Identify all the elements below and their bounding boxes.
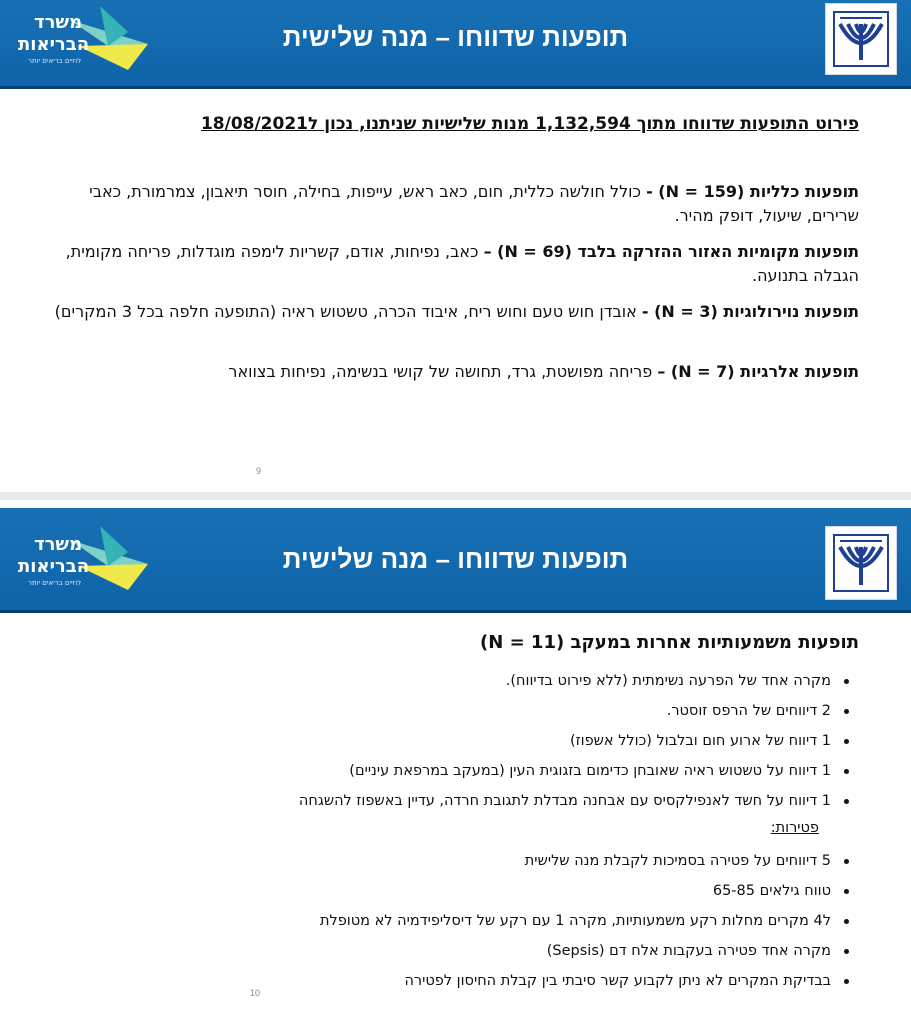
section-label: תופעות כלליות (N = 159) - [646, 182, 859, 201]
significant-effects-heading: תופעות משמעותיות אחרות במעקב (N = 11) [480, 632, 859, 653]
list-item [320, 876, 849, 906]
bullet-icon [844, 949, 849, 954]
deaths-list [320, 846, 849, 996]
page-number: 10 [250, 988, 261, 998]
bullet-icon [844, 799, 849, 804]
list-item [320, 846, 849, 876]
list-item-text: מקרה אחד של הפרעה נשימתית (ללא פירוט בדיווח). [505, 673, 831, 689]
list-item [299, 786, 849, 816]
logo-word-2: הבריאות [18, 34, 90, 55]
section-text: כולל חולשה כללית, חום, כאב ראש, עייפות, בחילה, חוסר תיאבון, צמרמורת, כאבי שרירים, שיעול, דופק מהיר. [89, 182, 859, 225]
deaths-subheading: פטירות: [770, 820, 819, 836]
slide-header [0, 508, 911, 613]
list-item-text: 2 דיווחים של הרפס זוסטר. [666, 703, 831, 719]
logo-word-1: משרד [34, 534, 83, 555]
page-title: תופעות שדווחו – מנה שלישית [282, 22, 629, 52]
logo-word-2: הבריאות [18, 556, 90, 577]
bullet-icon [844, 889, 849, 894]
list-item-text: בבדיקת המקרים לא ניתן לקבוע קשר סיבתי בין קבלת החיסון לפטירה [404, 973, 831, 989]
list-item-text: 1 דיווח על טשטוש ראיה שאובחן כדימום בזגוגית העין (במעקב במרפאת עיניים) [349, 763, 831, 779]
section-label: תופעות מקומיות האזור ההזרקה בלבד (N = 69) – [483, 242, 859, 261]
list-item-text: 5 דיווחים על פטירה בסמיכות לקבלת מנה שלישית [524, 853, 831, 869]
section-neuro [39, 300, 859, 324]
page-number: 9 [256, 466, 262, 476]
section-text: אובדן חוש טעם וחוש ריח, איבוד הכרה, טשטוש ראיה (התופעה חלפה בכל 3 המקרים) [54, 302, 642, 321]
list-item-text: מקרה אחד פטירה בעקבות אלח דם (Sepsis) [546, 943, 831, 959]
logo-tagline: לחיים בריאים יותר [28, 57, 82, 65]
list-item-text: 1 דיווח של ארוע חום ובלבול (כולל אשפוז) [569, 733, 831, 749]
section-label: תופעות נוירולוגיות (N = 3) - [641, 302, 859, 321]
list-item [320, 966, 849, 996]
list-item-text: ל4 מקרים מחלות רקע משמעותיות, מקרה 1 עם רקע של דיסליפידמיה לא מטופלת [319, 913, 831, 929]
list-item [299, 666, 849, 696]
logo-word-1: משרד [34, 12, 83, 33]
menorah-emblem-icon [826, 4, 896, 74]
bullet-icon [844, 979, 849, 984]
bullet-icon [844, 859, 849, 864]
section-general [39, 180, 859, 228]
bullet-icon [844, 679, 849, 684]
bullet-icon [844, 739, 849, 744]
report-intro: פירוט התופעות שדווחו מתוך 1,132,594 מנות שלישיות שניתנו, נכון ל18/08/2021 [200, 114, 859, 134]
section-text: כאב, נפיחות, אודם, קשריות לימפה מוגדלות, פריחה מקומית, הגבלה בתנועה. [65, 242, 859, 285]
emblem-box [825, 526, 897, 600]
significant-effects-list [299, 666, 849, 816]
section-allergic [39, 360, 859, 384]
section-local [39, 240, 859, 288]
section-text: פריחה מפושטת, גרד, תחושה של קושי בנשימה, נפיחות בצוואר [228, 362, 658, 381]
bullet-icon [844, 709, 849, 714]
list-item-text: טווח גילאים 65-85 [712, 883, 831, 899]
bullet-icon [844, 769, 849, 774]
menorah-emblem-icon [826, 527, 896, 599]
list-item [320, 906, 849, 936]
slide-9 [0, 0, 911, 492]
list-item-text: 1 דיווח על חשד לאנפילקסיס עם אבחנה מבדלת לתגובת חרדה, עדיין באשפוז להשגחה [298, 793, 831, 809]
list-item [299, 696, 849, 726]
emblem-box [825, 3, 897, 75]
logo-tagline: לחיים בריאים יותר [28, 579, 82, 587]
list-item [299, 756, 849, 786]
bullet-icon [844, 919, 849, 924]
slide-header [0, 0, 911, 89]
page-title: תופעות שדווחו – מנה שלישית [282, 544, 629, 574]
list-item [299, 726, 849, 756]
section-label: תופעות אלרגיות (N = 7) – [657, 362, 859, 381]
list-item [320, 936, 849, 966]
